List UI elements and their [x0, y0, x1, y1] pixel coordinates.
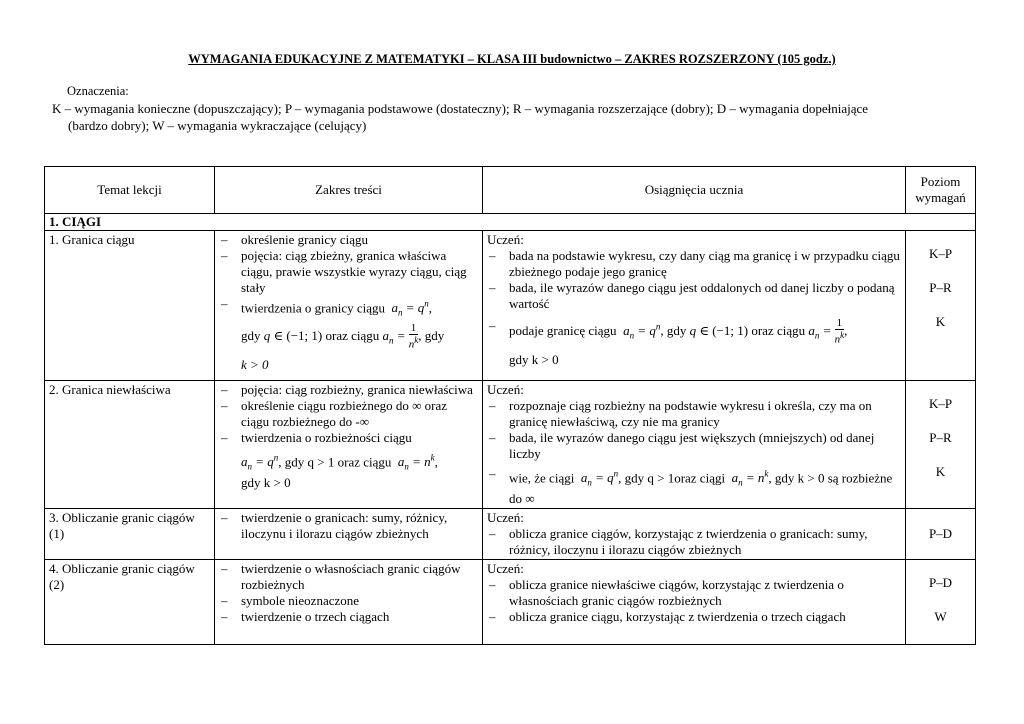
content-cell	[215, 509, 483, 560]
list-item: – twierdzenie o trzech ciągach	[221, 609, 390, 624]
legend-label: Oznaczenia:	[67, 84, 129, 98]
list-item: – określenie ciągu rozbieżnego do ∞ oraz ciągu rozbieżnego do -∞	[221, 398, 447, 429]
table-row	[45, 509, 976, 560]
section-title: 1. CIĄGI	[45, 214, 976, 231]
list-item: – wie, że ciągi $a_n = q^n$, gdy q > 1oraz ciągi $a_n = n^k$, gdy k > 0 są rozbieżne do ∞	[489, 466, 893, 506]
list-item: – oblicza granice niewłaściwe ciągów, korzystając z twierdzenia o własnościach granic ciągów rozbieżnych	[489, 577, 844, 608]
header-level: Poziom wymagań	[906, 167, 976, 214]
list-item: – bada, ile wyrazów danego ciągu jest oddalonych od danej liczby o podaną wartość	[489, 280, 895, 311]
fraction: $\frac{1}{n^k}$	[834, 317, 845, 346]
requirements-table	[44, 166, 976, 645]
achievements-cell: Uczeń: – oblicza granice niewłaściwe ciągów, korzystając z twierdzenia o własnościach granic ciągów rozbieżnych – oblicza granice ciągu, korzystając z twierdzenia o trzech ciągach	[483, 560, 906, 645]
topic-cell: 2. Granica niewłaściwa	[45, 381, 215, 509]
content-cell	[215, 560, 483, 645]
table-row	[45, 560, 976, 645]
list-item: – twierdzenie o granicach: sumy, różnicy, iloczynu i ilorazu ciągów zbieżnych	[221, 510, 448, 541]
level-cell: P–D	[906, 509, 976, 560]
content-cell: – pojęcia: ciąg rozbieżny, granica niewłaściwa – określenie ciągu rozbieżnego do ∞ oraz ciągu rozbieżnego do -∞ – twierdzenia o rozbieżności ciągu $a_n = q^n$, gdy q > 1 oraz ciągu $a_n = n^k$, gdy k > 0	[215, 381, 483, 509]
list-item: – pojęcia: ciąg zbieżny, granica właściwa ciągu, prawie wszystkie wyrazy ciągu, ciąg stały	[221, 248, 467, 295]
level-cell: K–P P–R K	[906, 231, 976, 381]
list-item: – twierdzenia o rozbieżności ciągu	[221, 430, 412, 445]
list-item: – symbole nieoznaczone	[221, 593, 360, 608]
list-item: – pojęcia: ciąg rozbieżny, granica niewłaściwa	[221, 382, 473, 397]
table-header-row	[45, 167, 976, 214]
list-item: – oblicza granice ciągów, korzystając z twierdzenia o granicach: sumy, różnicy, iloczynu i ilorazu ciągów zbieżnych	[489, 526, 868, 557]
topic-cell: 3. Obliczanie granic ciągów (1)	[45, 509, 215, 560]
topic-cell: 4. Obliczanie granic ciągów (2)	[45, 560, 215, 645]
list-item: – twierdzenie o własnościach granic ciągów rozbieżnych	[221, 561, 461, 592]
achievements-cell: Uczeń: – rozpoznaje ciąg rozbieżny na podstawie wykresu i określa, czy ma on granicę niewłaściwą, czy nie ma granicy – bada, ile wyrazów danego ciągu jest większych (mniejszych) od danej liczby – wie, że ciągi $a_n = q^n$, gdy q > 1oraz ciągi $a_n = n^k$, gdy k > 0 są rozbieżne do ∞	[483, 381, 906, 509]
document-title: WYMAGANIA EDUKACYJNE Z MATEMATYKI – KLASA III budownictwo – ZAKRES ROZSZERZONY (105 godz.)	[188, 52, 836, 66]
list-item: – bada na podstawie wykresu, czy dany ciąg ma granicę i w przypadku ciągu zbieżnego podaje jego granicę	[489, 248, 900, 279]
list-item: – podaje granicę ciągu $a_n = q^n$, gdy q ∈ (−1; 1) oraz ciągu $a_n$ = $\frac{1}{n^k}$ ,	[489, 317, 848, 346]
list-item: – oblicza granice ciągu, korzystając z twierdzenia o trzech ciągach	[489, 609, 846, 624]
table-row	[45, 381, 976, 509]
header-achievements: Osiągnięcia ucznia	[483, 167, 906, 214]
achievements-cell: Uczeń: – bada na podstawie wykresu, czy dany ciąg ma granicę i w przypadku ciągu zbieżnego podaje jego granicę – bada, ile wyrazów danego ciągu jest oddalonych od danej liczby o podaną wartość – podaje granicę ciągu $a_n = q^n$, gdy q ∈ (−1; 1) oraz ciągu $a_n$ = $\frac{1}{n^k}$ , gdy k > 0	[483, 231, 906, 381]
list-item: – twierdzenia o granicy ciągu $a_n = q^n$,	[221, 296, 433, 318]
list-item: – określenie granicy ciągu	[221, 232, 369, 247]
header-topic: Temat lekcji	[45, 167, 215, 214]
list-item: – bada, ile wyrazów danego ciągu jest większych (mniejszych) od danej liczby	[489, 430, 875, 461]
level-cell: P–D W	[906, 560, 976, 645]
header-content: Zakres treści	[215, 167, 483, 214]
section-row	[45, 214, 976, 231]
legend-text	[52, 100, 1002, 134]
table-row	[45, 231, 976, 381]
fraction: $\frac{1}{n^k}$	[408, 321, 419, 351]
content-cell: – określenie granicy ciągu – pojęcia: ciąg zbieżny, granica właściwa ciągu, prawie wszystkie wyrazy ciągu, ciąg stały – twierdzenia o granicy ciągu $a_n = q^n$, gdy q ∈ (−1; 1) oraz ciągu $a_n$ = $\frac{1}{n^k}$ , gdy k > 0	[215, 231, 483, 381]
level-cell: K–P P–R K	[906, 381, 976, 509]
legend-line-1: K – wymagania konieczne (dopuszczający); P – wymagania podstawowe (dostateczny); R – wymagania rozszerzające (dobry); D – wymagania dopełniające	[52, 101, 869, 116]
legend-line-2: (bardzo dobry); W – wymagania wykraczające (celujący)	[68, 118, 367, 133]
list-item: – rozpoznaje ciąg rozbieżny na podstawie wykresu i określa, czy ma on granicę niewłaściwą, czy nie ma granicy	[489, 398, 872, 429]
topic-cell: 1. Granica ciągu	[45, 231, 215, 381]
achievements-cell: Uczeń: – oblicza granice ciągów, korzystając z twierdzenia o granicach: sumy, różnicy, iloczynu i ilorazu ciągów zbieżnych	[483, 509, 906, 560]
